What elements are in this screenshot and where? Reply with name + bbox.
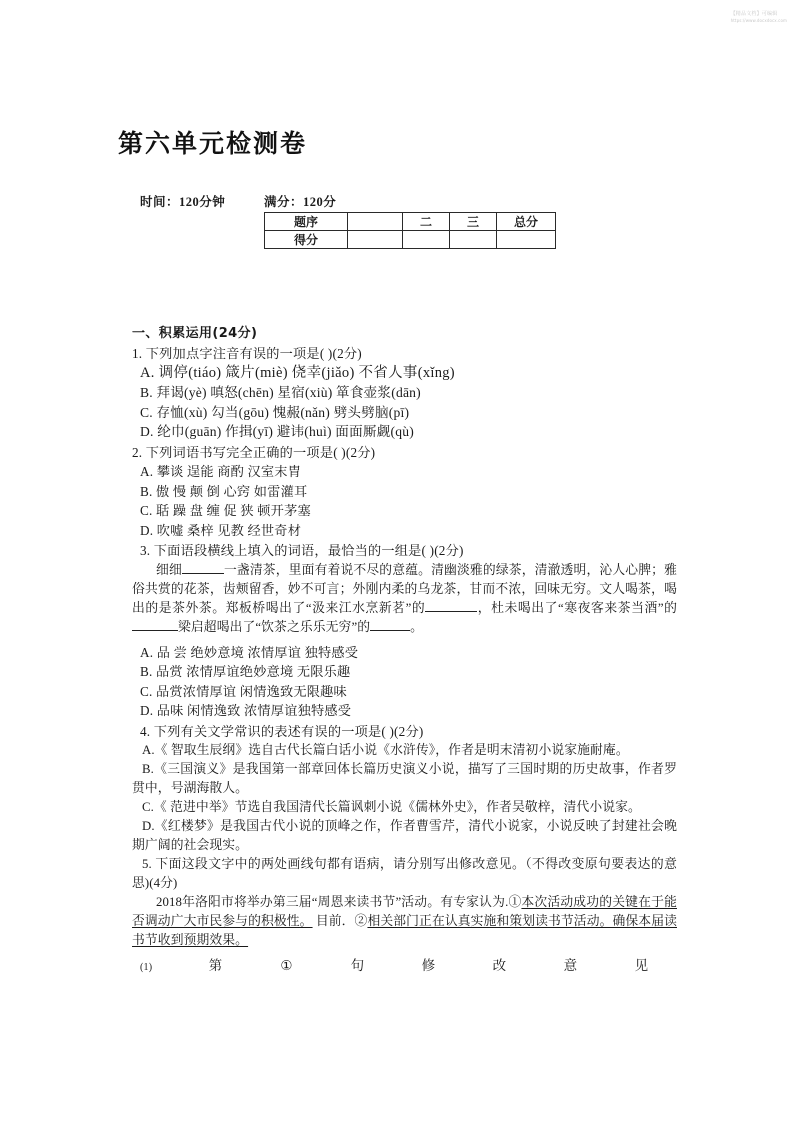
answer-token: 句: [350, 958, 365, 973]
question-3-stem: 3. 下面语段横线上填入的词语，最恰当的一组是( )(2分): [140, 543, 464, 558]
question-2-option-b: B. 傲 慢 颠 倒 心窍 如雷灌耳: [140, 483, 308, 499]
question-1-option-a: A. 调停(tiáo) 箴片(miè) 侥幸(jiǎo) 不省人事(xǐng): [140, 364, 455, 381]
answer-token: 第: [208, 958, 223, 973]
question-4-option-b: B.《三国演义》是我国第一部章回体长篇历史演义小说，描写了三国时期的历史故事，作者罗贯中，号湖海散人。: [132, 762, 677, 795]
fill-blank[interactable]: [425, 611, 477, 612]
scan-watermark: [731, 11, 787, 23]
fill-blank[interactable]: [132, 630, 178, 631]
passage-part-3: ，杜未喝出了“寒夜客来茶当酒”的: [477, 600, 677, 615]
question-4-option-d: D.《红楼梦》是我国古代小说的顶峰之作，作者曹雪芹，清代小说家，小说反映了封建社会晚期广阔的社会现实。: [132, 819, 677, 852]
question-2-option-c: C. 聒 躁 盘 缠 促 狭 顿开茅塞: [140, 503, 311, 518]
question-3-option-b: B. 品赏 浓情厚谊绝妙意境 无限乐趣: [140, 664, 351, 679]
watermark-line-1: 【精品文档】可编辑: [730, 11, 778, 17]
question-3-option-c: C. 品赏浓情厚谊 闲情逸致无限趣味: [140, 683, 347, 699]
score-table-cell: [348, 231, 403, 249]
question-2-stem: 2. 下列词语书写完全正确的一项是( )(2分): [132, 444, 376, 460]
answer-number: (1): [140, 962, 153, 973]
exam-content: [132, 322, 677, 974]
question-4-stem: 4. 下列有关文学常识的表述有误的一项是( )(2分): [140, 723, 424, 739]
question-5-answer-line: [132, 954, 677, 974]
watermark-line-2: https://www.docxdocx.com: [730, 17, 787, 23]
question-4-option-c: C.《 范进中举》节选自我国清代长篇讽刺小说《儒林外史》，作者吴敬梓，清代小说家。: [142, 800, 641, 814]
passage-part-1: 细细: [156, 562, 182, 577]
page-title: 第六单元检测卷: [118, 129, 308, 158]
passage-part-5: 。: [410, 619, 424, 634]
table-row: [265, 213, 556, 231]
score-table-row-label: 题序: [265, 213, 348, 231]
answer-token: 改: [492, 958, 507, 973]
passage-part-2: 一盏清茶，里面有着说不尽的意蕴。清幽淡雅的绿茶，清澈透明，沁人心脾；雅俗共赏的花茶，齿颊留香，妙不可言；外刚内柔的乌龙茶，甘而不浓，回味无穷。文人喝茶，喝出的是茶外茶。郑板桥喝出了“汲来江水烹新茗”的: [132, 562, 678, 615]
answer-token: ①: [280, 958, 293, 973]
score-table-cell: [450, 231, 497, 249]
exam-full-marks: 满分：120分: [264, 195, 337, 209]
question-3-option-d: D. 品味 闲情逸致 浓情厚谊独特感受: [140, 703, 352, 718]
question-2-option-d: D. 吹嘘 桑梓 见教 经世奇材: [140, 522, 302, 538]
question-3-option-a: A. 品 尝 绝妙意境 浓情厚谊 独特感受: [140, 644, 359, 660]
error-sentence-1: 本次活动成功的关键在于能否调动广大市民参与的积极性。: [132, 895, 677, 928]
question-2-option-a: A. 攀谈 逞能 商酌 汉室末胄: [140, 464, 302, 479]
question-4-option-a: A.《 智取生辰纲》选自古代长篇白话小说《水浒传》，作者是明末清初小说家施耐庵。: [142, 743, 629, 757]
question-3-passage: [132, 561, 677, 637]
table-row: [265, 231, 556, 249]
score-table-row-label: 得分: [265, 231, 348, 249]
score-table-cell: [403, 231, 450, 249]
passage-part-4: 梁启超喝出了“饮茶之乐乐无穷”的: [178, 619, 371, 634]
score-table: [264, 212, 556, 249]
passage-part-1: 2018年洛阳市将举办第三届“周恩来读书节”活动。有专家认为.①: [156, 895, 522, 909]
question-1-option-d: D. 纶巾(guān) 作揖(yī) 避讳(huì) 面面厮觑(qù): [140, 424, 414, 439]
answer-token: 见: [634, 958, 649, 973]
question-5-stem: 5. 下面这段文字中的两处画线句都有语病，请分别写出修改意见。（不得改变原句要表达的意思)(4分): [132, 857, 677, 890]
score-table-cell: 三: [450, 213, 497, 231]
question-5-passage: [132, 893, 677, 950]
answer-token: 意: [563, 958, 578, 973]
fill-blank[interactable]: [182, 573, 224, 574]
exam-duration: 时间：120分钟: [140, 195, 226, 209]
passage-part-2: 目前．②: [312, 914, 368, 928]
section-heading: 一、积累运用(24分): [132, 326, 258, 341]
question-1-option-c: C. 存恤(xù) 勾当(gōu) 愧赧(nǎn) 劈头劈脑(pī): [140, 404, 410, 420]
question-1-stem: 1. 下列加点字注音有误的一项是( )(2分): [132, 346, 362, 361]
error-sentence-2: 相关部门正在认真实施和策划读书节活动。确保本届读书节收到预期效果。: [132, 914, 677, 947]
fill-blank[interactable]: [370, 630, 410, 631]
score-table-cell: [348, 213, 403, 231]
score-table-cell: 二: [403, 213, 450, 231]
question-1-option-b: B. 拜谒(yè) 嗔怒(chēn) 星宿(xiù) 箪食壶浆(dān): [140, 385, 421, 400]
score-table-cell: [497, 231, 556, 249]
answer-token: 修: [421, 958, 436, 973]
score-table-cell: 总分: [497, 213, 556, 231]
